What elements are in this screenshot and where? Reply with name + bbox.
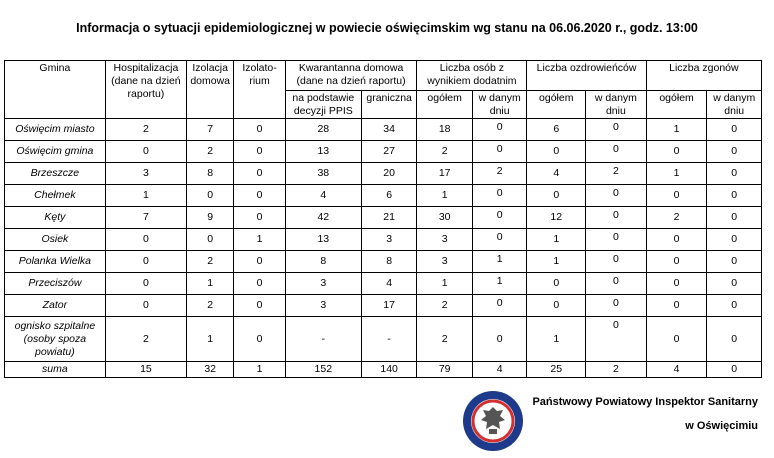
cell-dodatnie-dzien: 0	[472, 119, 527, 141]
cell-dodatnie-ogolem: 1	[417, 273, 473, 295]
cell-ozdrowiency-ogolem: 0	[527, 185, 586, 207]
table-row	[5, 163, 762, 185]
cell-izolatorium: 0	[234, 207, 285, 229]
cell-zgony-dzien: 0	[707, 273, 762, 295]
cell-dodatnie-dzien: 4	[472, 362, 527, 378]
epidemiological-table	[4, 60, 762, 378]
table-row	[5, 207, 762, 229]
gmina-cell: Zator	[5, 295, 106, 317]
header-kw-ppis: na podstawie decyzji PPIS	[285, 91, 361, 119]
cell-zgony-ogolem: 0	[646, 295, 707, 317]
cell-dodatnie-ogolem: 1	[417, 185, 473, 207]
cell-zgony-dzien: 0	[707, 185, 762, 207]
header-ozdrowiency: Liczba ozdrowieńców	[527, 61, 646, 91]
cell-dodatnie-dzien: 1	[472, 251, 527, 273]
cell-zgony-dzien: 0	[707, 295, 762, 317]
header-zgony-ogolem: ogółem	[646, 91, 707, 119]
header-ozdrowiency-ogolem: ogółem	[527, 91, 586, 119]
cell-ozdrowiency-dzien: 0	[586, 317, 647, 362]
cell-dodatnie-ogolem: 2	[417, 317, 473, 362]
cell-kw-ppis: 38	[285, 163, 361, 185]
cell-izolacja: 7	[187, 119, 234, 141]
table-row	[5, 251, 762, 273]
cell-kw-ppis: 4	[285, 185, 361, 207]
cell-kw-ppis: 42	[285, 207, 361, 229]
cell-dodatnie-ogolem: 2	[417, 141, 473, 163]
cell-hospitalizacja: 0	[105, 295, 186, 317]
cell-izolatorium: 0	[234, 273, 285, 295]
cell-zgony-ogolem: 0	[646, 141, 707, 163]
cell-dodatnie-dzien: 0	[472, 317, 527, 362]
cell-ozdrowiency-ogolem: 0	[527, 273, 586, 295]
cell-dodatnie-ogolem: 3	[417, 251, 473, 273]
cell-zgony-ogolem: 4	[646, 362, 707, 378]
cell-zgony-dzien: 0	[707, 207, 762, 229]
cell-ozdrowiency-ogolem: 4	[527, 163, 586, 185]
header-hospitalizacja: Hospitalizacja (dane na dzień raportu)	[105, 61, 186, 119]
cell-izolacja: 1	[187, 273, 234, 295]
cell-kw-ppis: 8	[285, 251, 361, 273]
cell-zgony-ogolem: 1	[646, 163, 707, 185]
table-row	[5, 141, 762, 163]
cell-dodatnie-ogolem: 3	[417, 229, 473, 251]
cell-zgony-ogolem: 1	[646, 119, 707, 141]
cell-zgony-dzien: 0	[707, 163, 762, 185]
cell-kw-graniczna: 6	[361, 185, 417, 207]
header-dodatnie: Liczba osób z wynikiem dodatnim	[417, 61, 527, 91]
gmina-cell: Osiek	[5, 229, 106, 251]
cell-ozdrowiency-ogolem: 1	[527, 251, 586, 273]
cell-hospitalizacja: 0	[105, 273, 186, 295]
cell-ozdrowiency-dzien: 0	[586, 229, 647, 251]
cell-izolacja: 2	[187, 141, 234, 163]
gmina-cell: Brzeszcze	[5, 163, 106, 185]
cell-ozdrowiency-ogolem: 25	[527, 362, 586, 378]
cell-dodatnie-ogolem: 2	[417, 295, 473, 317]
gmina-cell: Oświęcim gmina	[5, 141, 106, 163]
cell-izolatorium: 0	[234, 119, 285, 141]
cell-kw-graniczna: 140	[361, 362, 417, 378]
cell-ozdrowiency-dzien: 0	[586, 251, 647, 273]
cell-izolatorium: 0	[234, 141, 285, 163]
cell-hospitalizacja: 0	[105, 229, 186, 251]
cell-zgony-ogolem: 0	[646, 229, 707, 251]
cell-zgony-dzien: 0	[707, 251, 762, 273]
cell-hospitalizacja: 1	[105, 185, 186, 207]
cell-dodatnie-dzien: 0	[472, 229, 527, 251]
gmina-cell: ognisko szpitalne (osoby spoza powiatu)	[5, 317, 106, 362]
cell-zgony-ogolem: 0	[646, 317, 707, 362]
page-title: Informacja o sytuacji epidemiologicznej w powiecie oświęcimskim wg stanu na 06.06.2020 r., godz. 13:00	[76, 21, 698, 35]
header-izolacja: Izolacja domowa	[187, 61, 234, 119]
cell-izolatorium: 0	[234, 185, 285, 207]
cell-zgony-dzien: 0	[707, 317, 762, 362]
gmina-cell: Polanka Wielka	[5, 251, 106, 273]
cell-dodatnie-ogolem: 18	[417, 119, 473, 141]
cell-izolatorium: 1	[234, 362, 285, 378]
header-zgony-dzien: w danym dniu	[707, 91, 762, 119]
cell-dodatnie-dzien: 2	[472, 163, 527, 185]
cell-kw-ppis: 13	[285, 141, 361, 163]
header-kwarantanna: Kwarantanna domowa (dane na dzień raportu)	[285, 61, 417, 91]
cell-kw-ppis: 28	[285, 119, 361, 141]
cell-ozdrowiency-dzien: 0	[586, 119, 647, 141]
cell-kw-ppis: 3	[285, 273, 361, 295]
cell-kw-graniczna: 4	[361, 273, 417, 295]
cell-ozdrowiency-dzien: 0	[586, 273, 647, 295]
cell-hospitalizacja: 2	[105, 119, 186, 141]
cell-izolacja: 0	[187, 185, 234, 207]
cell-dodatnie-ogolem: 30	[417, 207, 473, 229]
cell-izolatorium: 1	[234, 229, 285, 251]
cell-izolacja: 32	[187, 362, 234, 378]
table-row	[5, 295, 762, 317]
cell-izolacja: 2	[187, 295, 234, 317]
cell-ozdrowiency-dzien: 2	[586, 163, 647, 185]
cell-dodatnie-dzien: 0	[472, 207, 527, 229]
cell-hospitalizacja: 3	[105, 163, 186, 185]
cell-kw-graniczna: 21	[361, 207, 417, 229]
cell-dodatnie-dzien: 0	[472, 141, 527, 163]
cell-kw-graniczna: 34	[361, 119, 417, 141]
cell-kw-graniczna: 17	[361, 295, 417, 317]
gmina-cell: Oświęcim miasto	[5, 119, 106, 141]
cell-kw-ppis: 152	[285, 362, 361, 378]
cell-kw-graniczna: 20	[361, 163, 417, 185]
cell-ozdrowiency-ogolem: 0	[527, 141, 586, 163]
header-zgony: Liczba zgonów	[646, 61, 761, 91]
cell-dodatnie-dzien: 0	[472, 185, 527, 207]
cell-kw-ppis: -	[285, 317, 361, 362]
gmina-cell: Chełmek	[5, 185, 106, 207]
cell-izolacja: 1	[187, 317, 234, 362]
cell-hospitalizacja: 0	[105, 141, 186, 163]
gmina-cell: suma	[5, 362, 106, 378]
cell-izolatorium: 0	[234, 317, 285, 362]
sanitary-inspection-seal-icon	[462, 390, 524, 452]
table-row	[5, 119, 762, 141]
cell-kw-ppis: 3	[285, 295, 361, 317]
cell-ozdrowiency-ogolem: 12	[527, 207, 586, 229]
cell-zgony-ogolem: 0	[646, 273, 707, 295]
header-kw-graniczna: graniczna	[361, 91, 417, 119]
sum-row	[5, 362, 762, 378]
cell-ozdrowiency-ogolem: 1	[527, 317, 586, 362]
cell-hospitalizacja: 15	[105, 362, 186, 378]
cell-hospitalizacja: 0	[105, 251, 186, 273]
cell-izolacja: 9	[187, 207, 234, 229]
header-izolatorium: Izolato-rium	[234, 61, 285, 119]
cell-zgony-ogolem: 2	[646, 207, 707, 229]
cell-kw-graniczna: -	[361, 317, 417, 362]
cell-ozdrowiency-dzien: 0	[586, 185, 647, 207]
cell-zgony-ogolem: 0	[646, 251, 707, 273]
header-dodatnie-dzien: w danym dniu	[472, 91, 527, 119]
cell-zgony-dzien: 0	[707, 119, 762, 141]
cell-ozdrowiency-ogolem: 6	[527, 119, 586, 141]
cell-ozdrowiency-dzien: 0	[586, 295, 647, 317]
cell-izolatorium: 0	[234, 295, 285, 317]
header-ozdrowiency-dzien: w danym dniu	[586, 91, 647, 119]
cell-zgony-dzien: 0	[707, 141, 762, 163]
table-row	[5, 185, 762, 207]
cell-ozdrowiency-dzien: 0	[586, 207, 647, 229]
header-dodatnie-ogolem: ogółem	[417, 91, 473, 119]
cell-kw-graniczna: 27	[361, 141, 417, 163]
cell-dodatnie-ogolem: 17	[417, 163, 473, 185]
cell-hospitalizacja: 2	[105, 317, 186, 362]
cell-izolacja: 2	[187, 251, 234, 273]
inspector-title: Państwowy Powiatowy Inspektor Sanitarny	[532, 396, 758, 408]
table-row	[5, 273, 762, 295]
cell-kw-graniczna: 8	[361, 251, 417, 273]
gmina-cell: Kęty	[5, 207, 106, 229]
header-gmina: Gmina	[5, 61, 106, 119]
cell-zgony-dzien: 0	[707, 362, 762, 378]
cell-izolatorium: 0	[234, 251, 285, 273]
cell-hospitalizacja: 7	[105, 207, 186, 229]
cell-kw-ppis: 13	[285, 229, 361, 251]
cell-ozdrowiency-dzien: 0	[586, 141, 647, 163]
table-row	[5, 317, 762, 362]
cell-kw-graniczna: 3	[361, 229, 417, 251]
inspector-location: w Oświęcimiu	[685, 420, 758, 432]
cell-zgony-ogolem: 0	[646, 185, 707, 207]
cell-ozdrowiency-ogolem: 0	[527, 295, 586, 317]
cell-ozdrowiency-ogolem: 1	[527, 229, 586, 251]
cell-dodatnie-dzien: 1	[472, 273, 527, 295]
cell-izolacja: 8	[187, 163, 234, 185]
gmina-cell: Przeciszów	[5, 273, 106, 295]
cell-ozdrowiency-dzien: 2	[586, 362, 647, 378]
table-row	[5, 229, 762, 251]
cell-dodatnie-ogolem: 79	[417, 362, 473, 378]
cell-zgony-dzien: 0	[707, 229, 762, 251]
cell-dodatnie-dzien: 0	[472, 295, 527, 317]
cell-izolacja: 0	[187, 229, 234, 251]
cell-izolatorium: 0	[234, 163, 285, 185]
